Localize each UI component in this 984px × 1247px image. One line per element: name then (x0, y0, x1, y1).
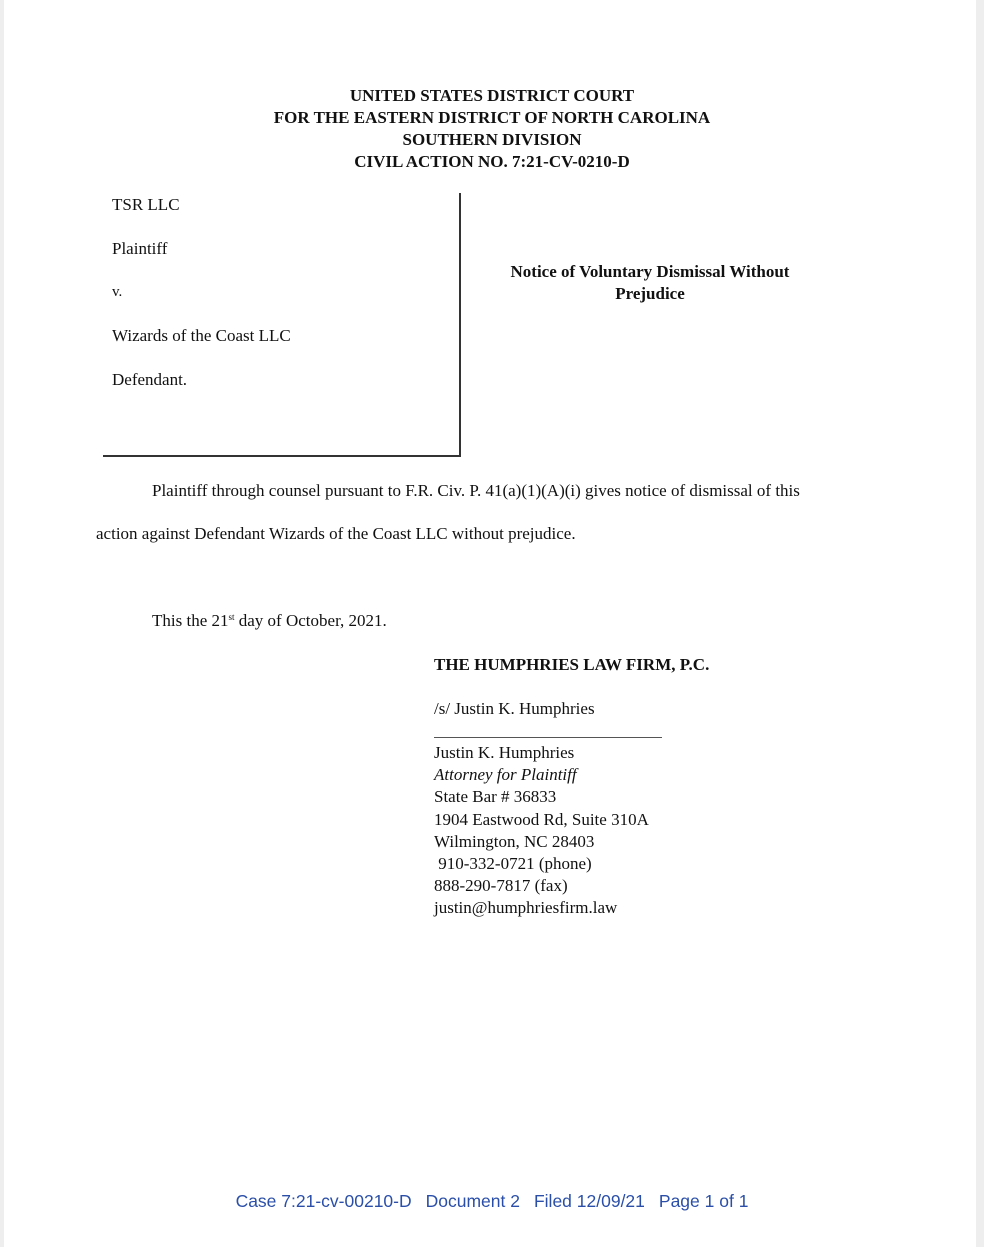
footer-filed: Filed 12/09/21 (533, 1191, 645, 1211)
signature-block (434, 742, 649, 920)
attorney-name: Justin K. Humphries (434, 743, 575, 762)
date-prefix: This the 21 (152, 611, 229, 630)
body-paragraph-line1: Plaintiff through counsel pursuant to F.R. Civ. P. 41(a)(1)(A)(i) gives notice of dismissal of this (152, 481, 800, 500)
body-paragraph-line2: action against Defendant Wizards of the Coast LLC without prejudice. (96, 524, 576, 543)
filing-footer (0, 1191, 984, 1212)
civil-action-number: CIVIL ACTION NO. 7:21-CV-0210-D (354, 152, 630, 171)
document-title (470, 261, 830, 305)
state-bar-number: State Bar # 36833 (434, 787, 557, 807)
plaintiff-name: TSR LLC (112, 195, 180, 214)
electronic-signature: /s/ Justin K. Humphries (434, 699, 595, 718)
versus: v. (112, 284, 123, 300)
document-page (4, 0, 976, 1247)
email-address: justin@humphriesfirm.law (434, 898, 618, 918)
caption-divider-horizontal (103, 455, 461, 457)
plaintiff-label: Plaintiff (112, 239, 168, 258)
court-district: FOR THE EASTERN DISTRICT OF NORTH CAROLINA (273, 108, 711, 127)
defendant-label: Defendant. (112, 370, 188, 389)
caption-divider-vertical (459, 193, 461, 456)
document-title-line2: Prejudice (615, 284, 685, 303)
attorney-role: Attorney for Plaintiff (434, 765, 577, 785)
court-name: UNITED STATES DISTRICT COURT (349, 86, 635, 105)
fax-number: 888-290-7817 (fax) (434, 876, 568, 896)
law-firm-name: THE HUMPHRIES LAW FIRM, P.C. (434, 655, 710, 674)
address-line2: Wilmington, NC 28403 (434, 831, 595, 851)
footer-document: Document 2 (425, 1191, 520, 1211)
date-ordinal: st (228, 612, 235, 622)
document-title-line1: Notice of Voluntary Dismissal Without (510, 262, 790, 281)
court-division: SOUTHERN DIVISION (402, 130, 582, 149)
defendant-name: Wizards of the Coast LLC (112, 326, 291, 345)
address-line1: 1904 Eastwood Rd, Suite 310A (434, 809, 649, 829)
signature-line (434, 737, 662, 738)
date-line (152, 611, 387, 631)
date-rest: day of October, 2021. (234, 611, 387, 630)
footer-case: Case 7:21-cv-00210-D (235, 1191, 412, 1211)
footer-page: Page 1 of 1 (658, 1191, 749, 1211)
phone-number: 910-332-0721 (phone) (434, 854, 592, 874)
